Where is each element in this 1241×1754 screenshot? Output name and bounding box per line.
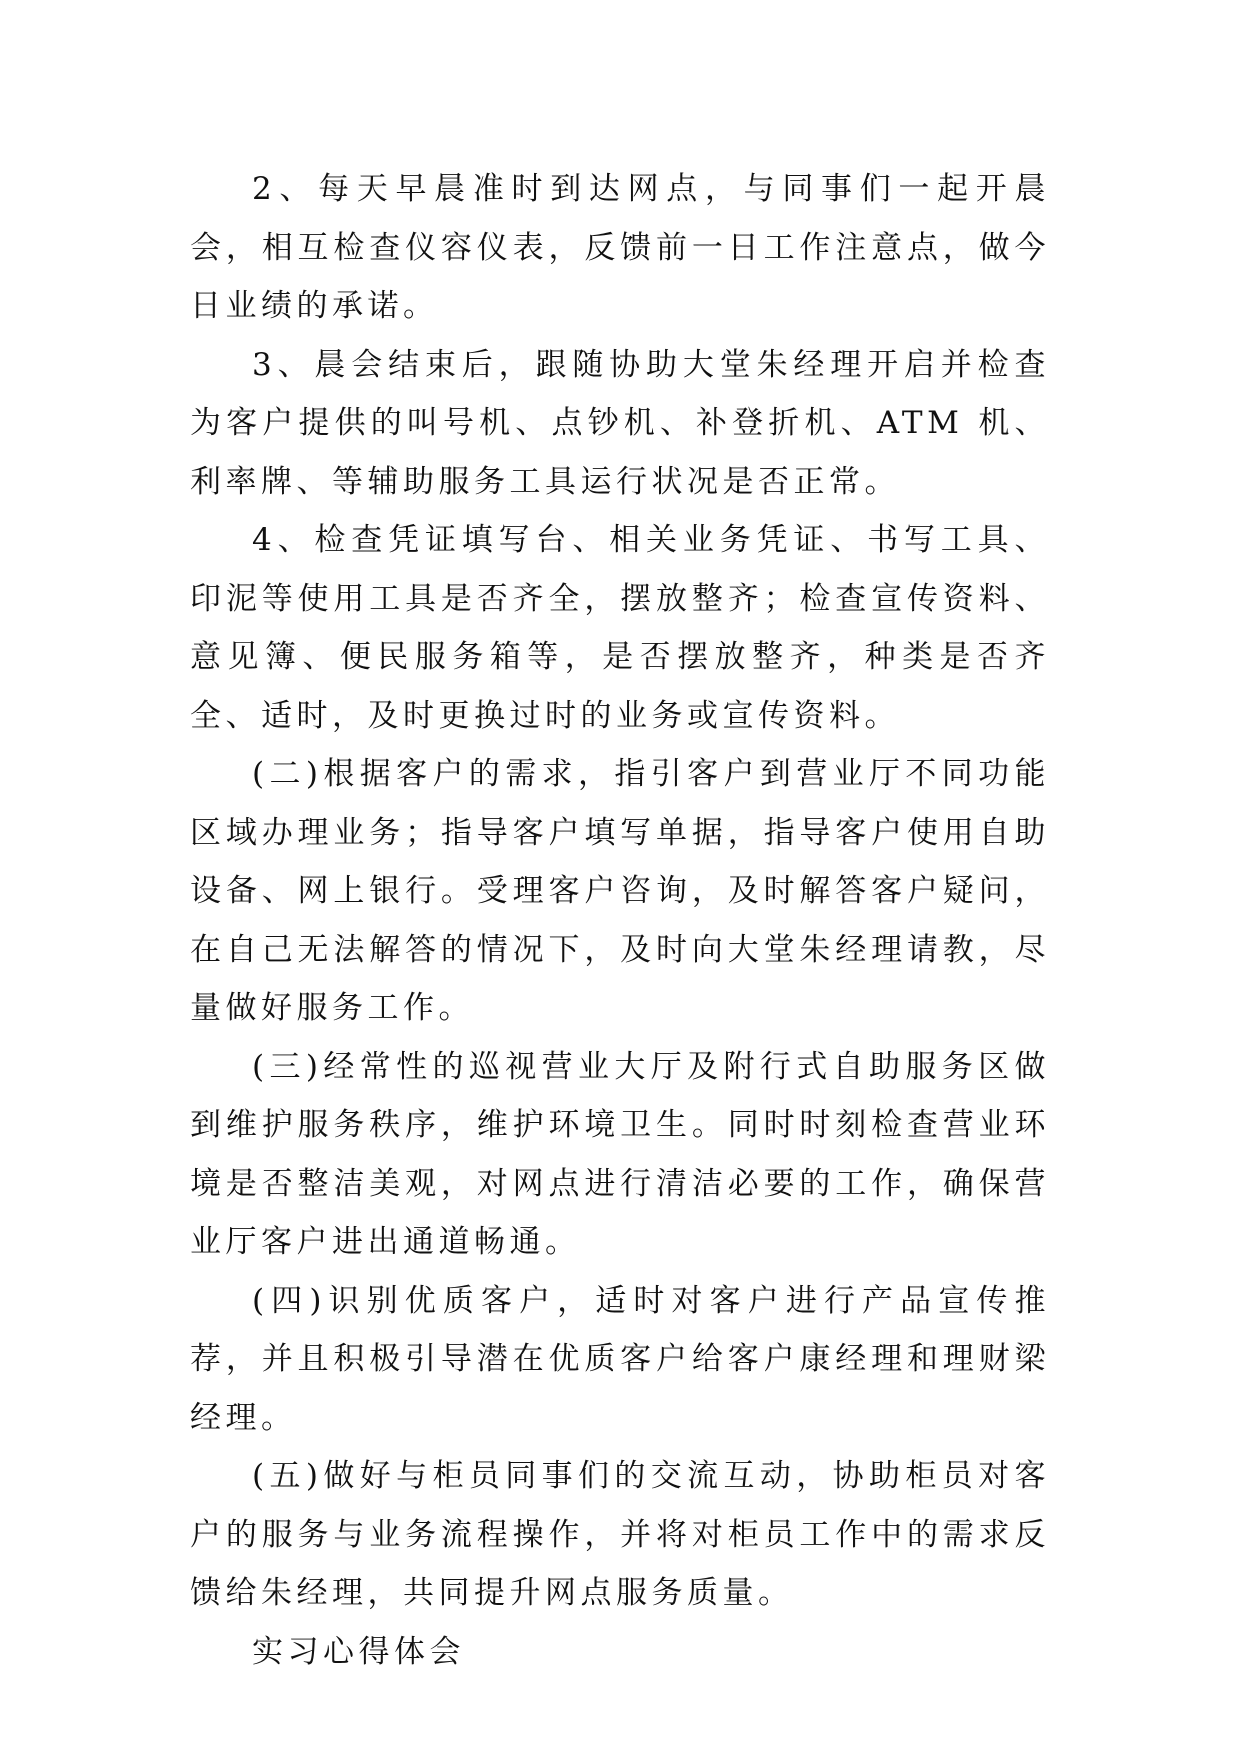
paragraph-teller-cooperation: (五)做好与柜员同事们的交流互动，协助柜员对客户的服务与业务流程操作，并将对柜员工作中的需求反馈给朱经理，共同提升网点服务质量。 [190,1458,1050,1611]
paragraph-voucher-table-check: 4、检查凭证填写台、相关业务凭证、书写工具、印泥等使用工具是否齐全，摆放整齐；检查宣传资料、意见簿、便民服务箱等，是否摆放整齐，种类是否齐全、适时，及时更换过时的业务或宣传资料。 [190,522,1050,734]
paragraph-hall-patrol: (三)经常性的巡视营业大厅及附行式自助服务区做到维护服务秩序，维护环境卫生。同时时刻检查营业环境是否整洁美观，对网点进行清洁必要的工作，确保营业厅客户进出通道畅通。 [190,1048,1050,1260]
document-body [190,160,1050,1681]
section-heading-internship-reflection: 实习心得体会 [252,1633,465,1670]
paragraph-customer-guidance: (二)根据客户的需求，指引客户到营业厅不同功能区域办理业务；指导客户填写单据，指导客户使用自助设备、网上银行。受理客户咨询，及时解答客户疑问，在自己无法解答的情况下，及时向大堂朱经理请教，尽量做好服务工作。 [190,756,1050,1026]
paragraph-quality-customers: (四)识别优质客户，适时对客户进行产品宣传推荐，并且积极引导潜在优质客户给客户康经理和理财梁经理。 [190,1282,1050,1436]
paragraph-morning-meeting: 2、每天早晨准时到达网点，与同事们一起开晨会，相互检查仪容仪表，反馈前一日工作注意点，做今日业绩的承诺。 [190,171,1050,324]
paragraph-equipment-check: 3、晨会结束后，跟随协助大堂朱经理开启并检查为客户提供的叫号机、点钞机、补登折机、ATM 机、利率牌、等辅助服务工具运行状况是否正常。 [190,346,1050,500]
